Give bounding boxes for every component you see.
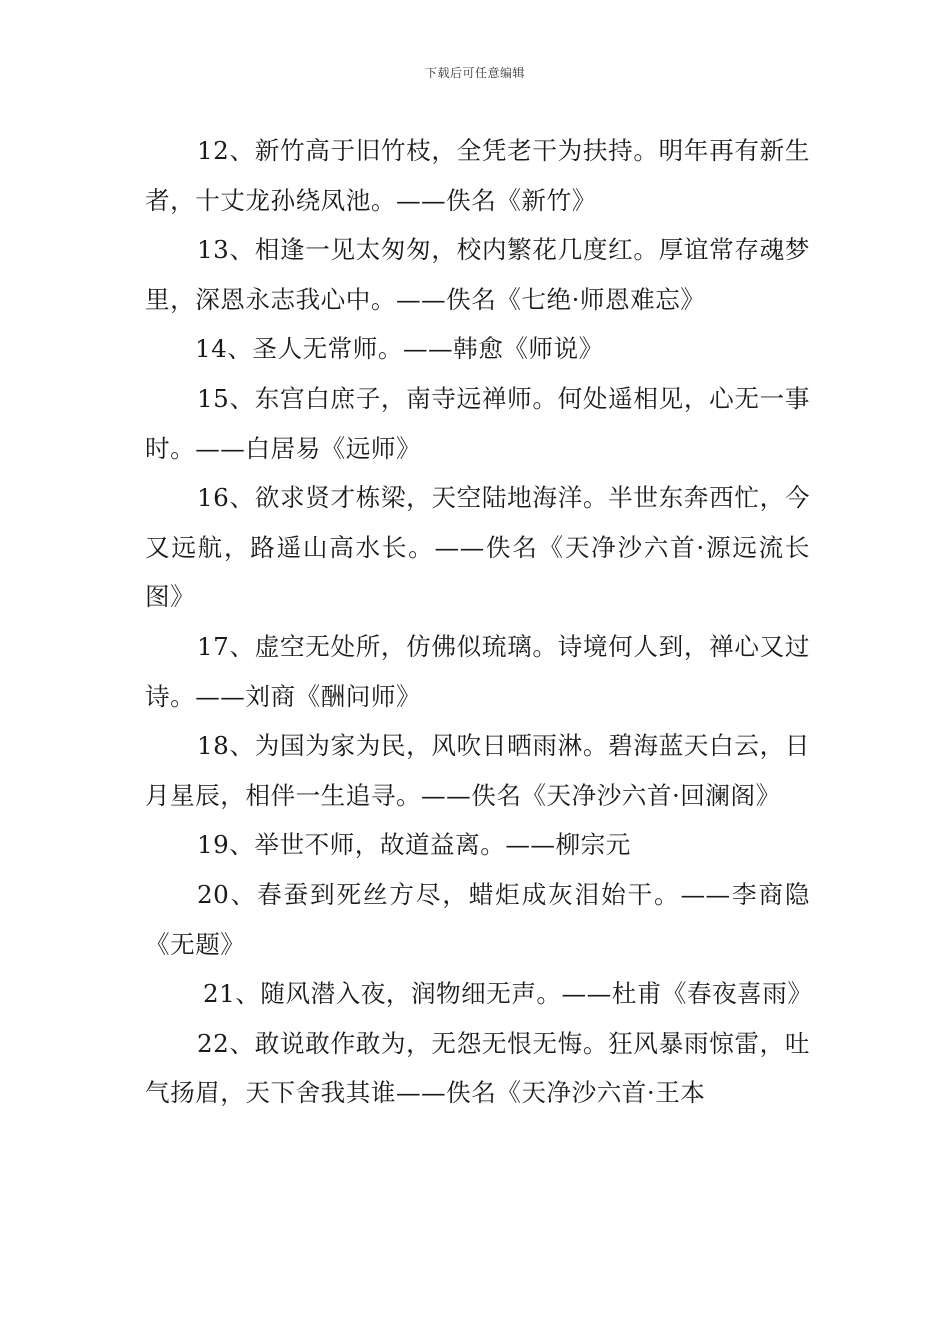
quote-paragraph-18: 18、为国为家为民，风吹日晒雨淋。碧海蓝天白云，日月星辰，相伴一生追寻。——佚名《天净沙六首·回澜阁》 bbox=[145, 731, 810, 810]
document-body bbox=[145, 126, 813, 1118]
quote-paragraph-22: 22、敢说敢作敢为，无怨无恨无悔。狂风暴雨惊雷，吐气扬眉，天下舍我其谁——佚名《天净沙六首·王本 bbox=[145, 1028, 810, 1108]
quote-paragraph-15: 15、东宫白庶子，南寺远禅师。何处遥相见，心无一事时。——白居易《远师》 bbox=[145, 383, 810, 463]
quote-paragraph-21: 21、随风潜入夜，润物细无声。——杜甫《春夜喜雨》 bbox=[203, 979, 813, 1009]
quote-paragraph-17: 17、虚空无处所，仿佛似琉璃。诗境何人到，禅心又过诗。——刘商《酬问师》 bbox=[145, 631, 810, 711]
quote-paragraph-19: 19、举世不师，故道益离。——柳宗元 bbox=[197, 830, 631, 860]
quote-paragraph-16: 16、欲求贤才栋梁，天空陆地海洋。半世东奔西忙，今又远航，路遥山高水长。——佚名《天净沙六首·源远流长图》 bbox=[145, 483, 810, 612]
quote-paragraph-12: 12、新竹高于旧竹枝，全凭老干为扶持。明年再有新生者，十丈龙孙绕凤池。——佚名《新竹》 bbox=[145, 136, 810, 215]
quote-paragraph-13: 13、相逢一见太匆匆，校内繁花几度红。厚谊常存魂梦里，深恩永志我心中。——佚名《七绝·师恩难忘》 bbox=[145, 235, 810, 314]
page-header: 下载后可任意编辑 bbox=[424, 66, 525, 80]
quote-paragraph-14: 14、圣人无常师。——韩愈《师说》 bbox=[195, 334, 604, 364]
quote-paragraph-20: 20、春蚕到死丝方尽，蜡炬成灰泪始干。——李商隐《无题》 bbox=[145, 879, 810, 959]
